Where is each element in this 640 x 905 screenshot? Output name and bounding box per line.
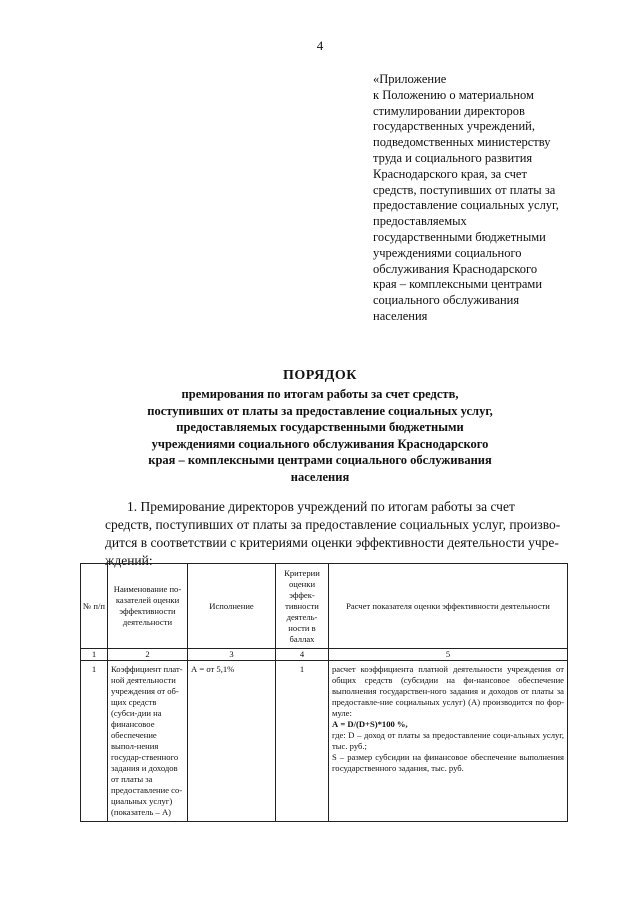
appendix-note <box>373 72 623 325</box>
header-criteria: Критерии оценки эффек-тивности деятель-ности в баллах <box>276 564 329 649</box>
paragraph-line: средств, поступивших от платы за предоставление социальных услуг, произво- <box>105 517 561 532</box>
subtitle-line: края – комплексными центрами социального обслуживания <box>148 453 492 467</box>
paragraph-line: ждений: <box>105 553 153 568</box>
calc-intro: расчет коэффициента платной деятельности учреждения от общих средств (субсидии на фи-нансовое обеспечение выполнения государствен-ного задания и доходов от платы за предоставле-ние социальных услуг) (А) производится по фор-муле: <box>332 664 564 718</box>
appendix-line: обслуживания Краснодарского <box>373 261 538 276</box>
subtitle-line: населения <box>290 469 350 484</box>
paragraph-line: дится в соответствии с критериями оценки эффективности деятельности учре- <box>105 535 559 550</box>
appendix-line: государственных учреждений, <box>373 119 535 134</box>
appendix-line: к Положению о материальном <box>373 87 534 102</box>
appendix-line: средств, поступивших от платы за <box>373 182 556 197</box>
appendix-line: населения <box>373 308 428 323</box>
appendix-line: стимулировании директоров <box>373 103 525 118</box>
calc-d-definition: где: D – доход от платы за предоставление соци-альных услуг, тыс. руб.; <box>332 730 564 751</box>
page-number: 4 <box>316 38 324 53</box>
column-number: 2 <box>108 649 188 661</box>
column-number: 1 <box>81 649 108 661</box>
header-num: № п/п <box>81 564 108 649</box>
body-paragraph <box>105 498 570 570</box>
table-row <box>81 661 568 822</box>
appendix-line: «Приложение <box>373 72 447 86</box>
calc-formula: А = D/(D+S)*100 %, <box>332 719 408 729</box>
column-number: 5 <box>329 649 568 661</box>
column-number: 3 <box>188 649 276 661</box>
appendix-line: предоставление социальных услуг, <box>373 198 559 213</box>
header-name: Наименование по-казателей оценки эффективности деятельности <box>108 564 188 649</box>
document-subtitle <box>100 386 540 485</box>
calc-s-definition: S – размер субсидии на финансовое обеспечение выполнения государственного задания, тыс. руб. <box>332 752 564 773</box>
row-name: Коэффициент плат-ной деятельности учреждения от об-щих средств (субси-дии на финансовое обеспечение выпол-нения государ-ственного задания и доходов от платы за предоставление со-циальных услуг) (показатель – А) <box>108 661 188 822</box>
column-number-row <box>81 649 568 661</box>
row-calc <box>329 661 568 822</box>
subtitle-line: предоставляемых государственными бюджетными <box>176 420 464 434</box>
row-criteria: 1 <box>276 661 329 822</box>
appendix-line: социального обслуживания <box>373 293 520 308</box>
document-title: ПОРЯДОК <box>283 368 357 383</box>
subtitle-line: поступивших от платы за предоставление социальных услуг, <box>147 403 493 418</box>
appendix-line: предоставляемых <box>373 214 467 229</box>
appendix-line: труда и социального развития <box>373 150 533 165</box>
header-execution: Исполнение <box>188 564 276 649</box>
appendix-line: Краснодарского края, за счет <box>373 166 527 181</box>
appendix-line: учреждениями социального <box>373 245 522 260</box>
criteria-table <box>80 563 568 822</box>
appendix-line: подведомственных министерству <box>373 135 551 150</box>
row-num: 1 <box>81 661 108 822</box>
table-header-row <box>81 564 568 649</box>
subtitle-line: премирования по итогам работы за счет средств, <box>181 387 459 401</box>
appendix-line: государственными бюджетными <box>373 229 546 244</box>
subtitle-line: учреждениями социального обслуживания Краснодарского <box>151 436 489 451</box>
appendix-line: края – комплексными центрами <box>373 277 543 292</box>
header-calc: Расчет показателя оценки эффективности деятельности <box>329 564 568 649</box>
column-number: 4 <box>276 649 329 661</box>
row-execution: А = от 5,1% <box>188 661 276 822</box>
paragraph-line: 1. Премирование директоров учреждений по итогам работы за счет <box>127 499 515 514</box>
